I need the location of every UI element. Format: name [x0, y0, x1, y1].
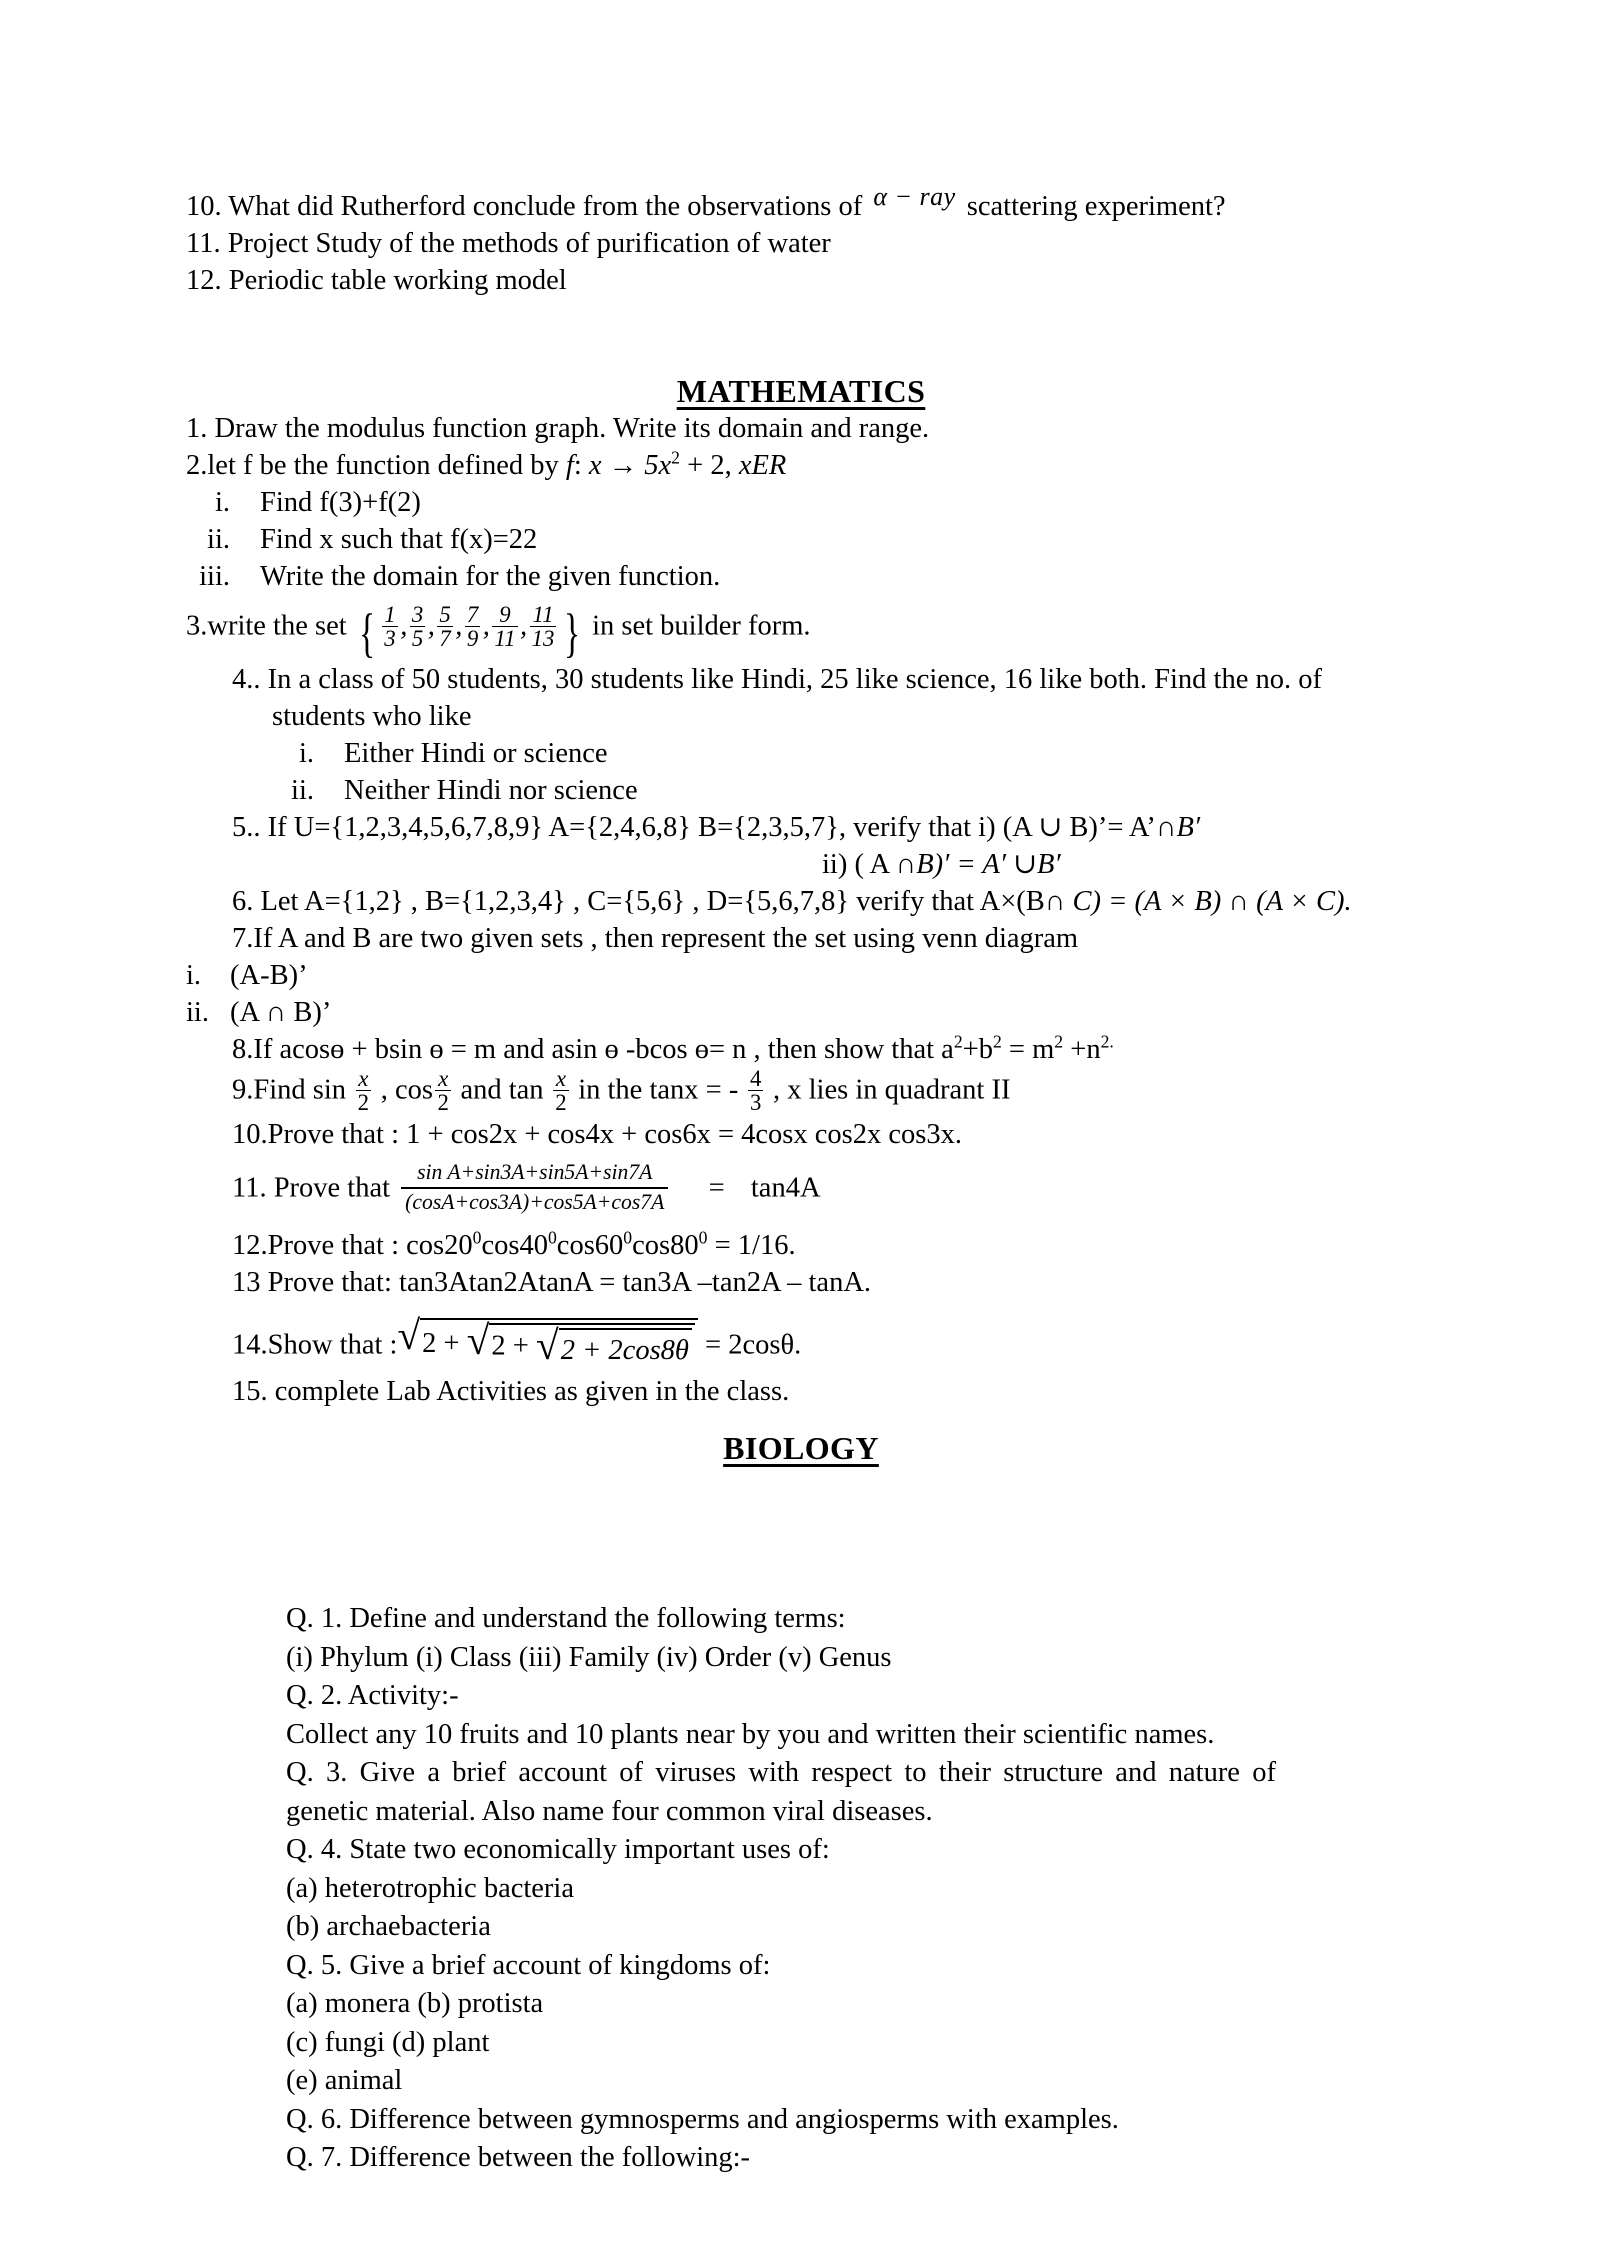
- math-q4-line1: 4.. In a class of 50 students, 30 students like Hindi, 25 like science, 16 like both. Find the no. of: [232, 663, 1322, 695]
- fraction: [433, 1067, 453, 1115]
- radical-inner-term: 2 + 2cos8θ: [560, 1334, 689, 1366]
- fraction: [353, 1067, 373, 1115]
- math-q14: [186, 1311, 1416, 1373]
- math-q3-text: 3.write the set: [186, 610, 347, 642]
- comma: ,: [482, 610, 490, 642]
- chem-q10-text: 10. What did Rutherford conclude from the observations of: [186, 191, 863, 222]
- math-q5-line2: [186, 846, 1416, 883]
- math-q13: 13 Prove that: tan3Atan2AtanA = tan3A –tan2A – tanA.: [232, 1266, 872, 1298]
- roman-numeral: ii.: [186, 996, 209, 1028]
- radical-sign-icon: √: [536, 1321, 559, 1368]
- math-q5-cup: ∪: [1013, 848, 1037, 880]
- math-q5-ii-prefix: ii) ( A ∩: [822, 848, 917, 880]
- bio-q7: Q. 7. Difference between the following:-: [286, 2142, 751, 2173]
- bio-q5-a: (a) monera (b) protista: [286, 1988, 544, 2019]
- math-q9-mid1: , cos: [380, 1074, 433, 1106]
- fraction-denominator: 3: [384, 626, 396, 652]
- math-q2-5x: 5x: [644, 450, 672, 481]
- roman-numeral: i.: [186, 959, 202, 991]
- math-q5-bprime: B′: [1176, 811, 1201, 843]
- question-chem-11: 11. Project Study of the methods of purification of water: [186, 228, 831, 259]
- radical-body: [420, 1318, 698, 1369]
- degree-exponent: 0: [698, 1227, 708, 1248]
- math-q8-text: 8.If acosɵ + bsin ɵ = m and asin ɵ -bcos ɵ= n , then show that a: [232, 1033, 954, 1065]
- degree-exponent: 0: [623, 1227, 633, 1248]
- fraction-numerator: 11: [532, 602, 554, 627]
- fraction-denominator: 2: [555, 1090, 567, 1116]
- radical-body: [489, 1323, 695, 1369]
- math-q1: 1. Draw the modulus function graph. Write its domain and range.: [186, 413, 930, 444]
- fraction: [745, 1067, 765, 1115]
- math-q7-sub-i: [186, 957, 1416, 994]
- bio-q3: Q. 3. Give a brief account of viruses with respect to their structure and nature of genetic material. Also name four common viral diseases.: [286, 1757, 1276, 1827]
- radical-sign-icon: √: [466, 1316, 490, 1363]
- roman-numeral: i.: [298, 737, 314, 769]
- alpha-ray-math: α − ray: [873, 182, 956, 211]
- fraction-numerator: x: [358, 1065, 369, 1091]
- math-q2-sub-iii: [186, 558, 1416, 595]
- exponent: 2: [953, 1031, 963, 1052]
- sub-item-label: (A ∩ B)’: [230, 996, 332, 1028]
- fraction: [380, 603, 400, 651]
- math-q6-expr1: C) = (A × B): [1072, 885, 1222, 917]
- math-q2-sub-ii: [186, 521, 1416, 558]
- roman-numeral: ii.: [207, 524, 230, 555]
- math-q12-text: 12.Prove that : cos20: [232, 1229, 473, 1261]
- bio-q2: Q. 2. Activity:-: [286, 1680, 459, 1711]
- document-body: [186, 182, 1416, 1467]
- math-q4-sub-ii: [186, 772, 1416, 809]
- math-q9: [186, 1065, 1416, 1116]
- fraction-numerator: 5: [439, 602, 451, 627]
- sub-item-label: Either Hindi or science: [344, 737, 608, 769]
- math-q9-tail: , x lies in quadrant II: [773, 1074, 1011, 1106]
- math-q5-line1: [186, 809, 1416, 846]
- radical-outer: [397, 1311, 697, 1369]
- math-q6-text: 6. Let A={1,2} , B={1,2,3,4} , C={5,6} , D={5,6,7,8} verify that A×(B∩: [232, 885, 1066, 917]
- radical-body: [559, 1328, 692, 1369]
- math-q2-x: x: [588, 450, 602, 481]
- gap-before-mathematics: [186, 299, 1416, 373]
- math-q6-cap: ∩: [1228, 885, 1249, 917]
- fraction: [462, 603, 482, 651]
- degree-exponent: 0: [472, 1227, 482, 1248]
- math-q2-text: 2.let f be the function defined by: [186, 450, 559, 481]
- fraction-numerator: x: [438, 1065, 449, 1091]
- sub-item-label: Find f(3)+f(2): [260, 487, 421, 518]
- radical-outer-term: 2 +: [422, 1327, 460, 1359]
- math-q8-eq: = m: [1001, 1033, 1055, 1065]
- fraction-denominator: 11: [494, 626, 516, 652]
- bio-q5-c: (e) animal: [286, 2065, 403, 2096]
- fraction-denominator: 7: [439, 626, 451, 652]
- comma: ,: [520, 610, 528, 642]
- exponent: 2.: [1100, 1031, 1114, 1052]
- exponent: 2: [992, 1031, 1002, 1052]
- comma: ,: [455, 610, 463, 642]
- roman-numeral: ii.: [291, 774, 314, 806]
- math-q2-exponent: 2: [671, 447, 680, 468]
- fraction: [490, 603, 520, 651]
- fraction-numerator: x: [555, 1065, 566, 1091]
- radical-middle-term: 2 +: [491, 1330, 529, 1362]
- math-q11-rhs: tan4A: [750, 1172, 821, 1204]
- fraction-numerator: 3: [411, 602, 424, 627]
- math-q8: [186, 1031, 1416, 1068]
- sub-item-label: Write the domain for the given function.: [260, 561, 721, 592]
- math-q12-tail: = 1/16.: [707, 1229, 796, 1261]
- math-q7: 7.If A and B are two given sets , then represent the set using venn diagram: [232, 922, 1079, 954]
- bio-q4: Q. 4. State two economically important uses of:: [286, 1834, 830, 1865]
- math-q12-b: cos60: [556, 1229, 624, 1261]
- section-heading-biology: BIOLOGY: [723, 1429, 879, 1466]
- nested-radical: [397, 1311, 697, 1369]
- exponent: 2: [1054, 1031, 1064, 1052]
- fraction-denominator: 5: [411, 626, 424, 652]
- math-q12: [186, 1227, 1416, 1264]
- math-q12-c: cos80: [632, 1229, 699, 1261]
- math-q15: 15. complete Lab Activities as given in the class.: [232, 1375, 790, 1407]
- gap-q12: [186, 1218, 1416, 1227]
- sub-item-label: Neither Hindi nor science: [344, 774, 638, 806]
- fraction-denominator: (cosA+cos3A)+cos5A+cos7A: [401, 1187, 668, 1216]
- fraction: [407, 603, 427, 651]
- math-q2-colon: :: [573, 450, 582, 481]
- math-q2: [186, 447, 1416, 484]
- math-q6-expr2: (A × C).: [1256, 885, 1352, 917]
- bio-q6: Q. 6. Difference between gymnosperms and angiosperms with examples.: [286, 2103, 1119, 2135]
- section-heading-mathematics: MATHEMATICS: [676, 373, 926, 409]
- fraction-numerator: 9: [499, 602, 511, 627]
- fraction-denominator: 2: [357, 1090, 370, 1116]
- math-q8-plus: +n: [1063, 1033, 1101, 1065]
- math-q11-equals: =: [708, 1172, 725, 1204]
- bio-q4-a: (a) heterotrophic bacteria: [286, 1872, 574, 1904]
- roman-numeral: iii.: [199, 561, 230, 592]
- sub-item-label: (A-B)’: [230, 959, 308, 991]
- fraction-denominator: 3: [749, 1090, 762, 1116]
- question-chem-10: [186, 182, 1416, 225]
- roman-numeral: i.: [214, 487, 230, 518]
- bio-q1: Q. 1. Define and understand the following terms:: [286, 1603, 846, 1634]
- radical-sign-icon: √: [397, 1311, 421, 1358]
- biology-body: [286, 1600, 1276, 2178]
- math-q2-arrow: →: [608, 450, 638, 481]
- gap-q11: [186, 1153, 1416, 1162]
- comma: ,: [400, 610, 408, 642]
- math-q11-text: 11. Prove that: [232, 1172, 391, 1204]
- fraction: [551, 1067, 571, 1115]
- chem-q10-tail: scattering experiment?: [966, 191, 1226, 222]
- fraction-numerator: sin A+sin3A+sin5A+sin7A: [417, 1159, 653, 1184]
- math-q2-sub-i: [186, 484, 1416, 521]
- math-q14-tail: = 2cosθ.: [705, 1329, 802, 1361]
- math-q7-sub-ii: [186, 994, 1416, 1031]
- math-q2-plus2: + 2,: [687, 450, 732, 481]
- math-q9-mid3: in the tanx = -: [578, 1074, 739, 1106]
- math-q2-f: f: [565, 450, 574, 481]
- math-q5-text: 5.. If U={1,2,3,4,5,6,7,8,9} A={2,4,6,8} B={2,3,5,7}, verify that i) (A ∪ B)’= A’∩: [232, 811, 1177, 843]
- math-q14-text: 14.Show that :: [232, 1329, 398, 1361]
- fraction: [435, 603, 455, 651]
- math-q6: [186, 883, 1416, 920]
- sub-item-label: Find x such that f(x)=22: [260, 524, 538, 555]
- fraction-numerator: 7: [466, 602, 479, 627]
- bio-q2-body: Collect any 10 fruits and 10 plants near by you and written their scientific names.: [286, 1718, 1215, 1750]
- math-q9-text: 9.Find sin: [232, 1074, 347, 1106]
- fraction-denominator: 9: [466, 626, 479, 652]
- math-q8-mid: +b: [962, 1033, 993, 1065]
- radical-inner: [536, 1321, 692, 1369]
- bio-q1-terms: (i) Phylum (i) Class (iii) Family (iv) Order (v) Genus: [286, 1641, 892, 1673]
- comma: ,: [427, 610, 435, 642]
- fraction: [527, 603, 559, 651]
- math-q9-mid2: and tan: [460, 1074, 544, 1106]
- math-q10: 10.Prove that : 1 + cos2x + cos4x + cos6x = 4cosx cos2x cos3x.: [232, 1118, 963, 1150]
- fraction-denominator: 2: [437, 1090, 449, 1116]
- fraction-denominator: 13: [531, 626, 555, 652]
- question-chem-12: 12. Periodic table working model: [186, 265, 567, 296]
- math-q4-line2: students who like: [272, 700, 472, 732]
- bio-q5-b: (c) fungi (d) plant: [286, 2026, 490, 2058]
- math-q5-ii-expr2: B′: [1036, 848, 1061, 880]
- gap-q14: [186, 1301, 1416, 1321]
- math-q2-xer: xER: [738, 450, 787, 481]
- radical-middle: [466, 1316, 695, 1369]
- math-q3: 3.write the set { $\frac{1}{3}$ , $\frac{3}{5}$ , $\frac{5}{7}$ , $\frac{7}{9}$ , $\frac{9}{11}$ , $\frac{11}{13}$ } in set builder form.: [186, 602, 811, 663]
- fraction-numerator: 4: [749, 1065, 762, 1091]
- gap-before-biology: [186, 1410, 1416, 1430]
- bio-q5: Q. 5. Give a brief account of kingdoms of:: [286, 1949, 771, 1981]
- trig-fraction: [397, 1160, 672, 1216]
- math-q4-sub-i: [186, 735, 1416, 772]
- bio-q4-b: (b) archaebacteria: [286, 1911, 491, 1942]
- math-q12-a: cos40: [481, 1229, 548, 1261]
- degree-exponent: 0: [547, 1227, 557, 1248]
- fraction-numerator: 1: [384, 602, 396, 627]
- math-q5-ii-expr1: B)′ = A′: [916, 848, 1006, 880]
- math-q11: [186, 1159, 1416, 1218]
- math-q3-tail: in set builder form.: [592, 610, 811, 642]
